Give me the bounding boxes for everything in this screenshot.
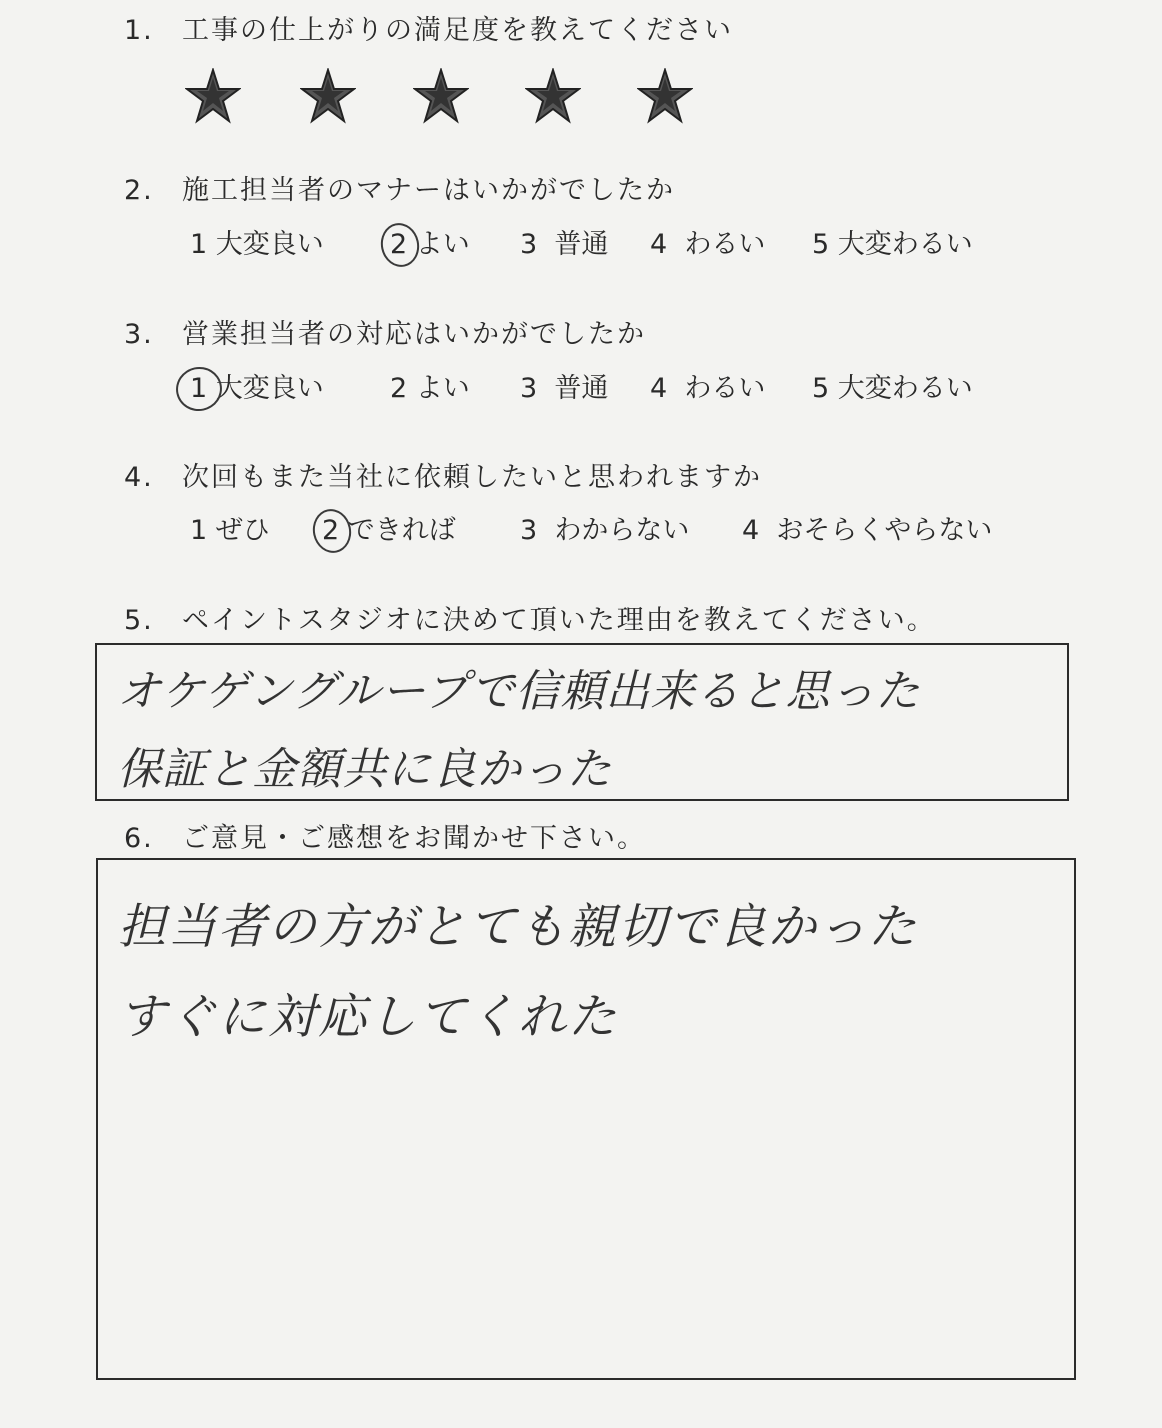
option-3[interactable]: 3 わからない [520,515,690,546]
handwritten-line: すぐに対応してくれた [118,989,619,1045]
question-number: 6. [124,823,154,854]
handwritten-line: 保証と金額共に良かった [117,744,612,795]
selected-circle [377,220,423,271]
star-icon [185,68,241,124]
option-5[interactable]: 5 大変わるい [812,373,973,404]
question-4 [124,455,762,494]
question-text: 営業担当者の対応はいかがでしたか [182,319,646,350]
handwritten-line: 担当者の方がとても親切で良かった [118,899,919,955]
option-3[interactable]: 3 普通 [520,373,609,404]
question-text: 工事の仕上がりの満足度を教えてください [182,15,733,46]
question-number: 2. [124,175,154,206]
option-4[interactable]: 4 おそらくやらない [742,515,993,546]
option-1[interactable]: 1 ぜひ [190,515,270,546]
option-2[interactable]: 2 できれば [322,508,456,547]
question-text: ご意見・ご感想をお聞かせ下さい。 [182,823,646,854]
option-4[interactable]: 4 わるい [650,229,766,260]
question-6 [124,816,646,855]
answer-box-6[interactable] [96,858,1076,1380]
selected-circle [309,506,355,557]
handwritten-line: オケゲングループで信頼出来ると思った [117,666,921,717]
selected-circle [172,363,226,416]
option-1[interactable]: 1 大変良い [190,366,324,405]
option-5[interactable]: 5 大変わるい [812,229,973,260]
question-1 [124,8,733,47]
question-5 [124,598,936,637]
question-3 [124,312,646,351]
star-icon [413,68,469,124]
question-number: 4. [124,462,154,493]
option-2[interactable]: 2 よい [390,373,470,404]
question-text: ペイントスタジオに決めて頂いた理由を教えてください。 [182,605,936,636]
question-text: 次回もまた当社に依頼したいと思われますか [182,462,762,493]
question-number: 5. [124,605,154,636]
option-1[interactable]: 1 大変良い [190,229,324,260]
option-4[interactable]: 4 わるい [650,373,766,404]
star-icon [525,68,581,124]
question-text: 施工担当者のマナーはいかがでしたか [182,175,675,206]
question-number: 1. [124,15,154,46]
question-2 [124,168,675,207]
star-icon [300,68,356,124]
answer-box-5[interactable] [95,643,1069,801]
rating-stars [185,68,705,128]
question-number: 3. [124,319,154,350]
star-icon [637,68,693,124]
option-3[interactable]: 3 普通 [520,229,609,260]
option-2[interactable]: 2 よい [390,222,470,261]
